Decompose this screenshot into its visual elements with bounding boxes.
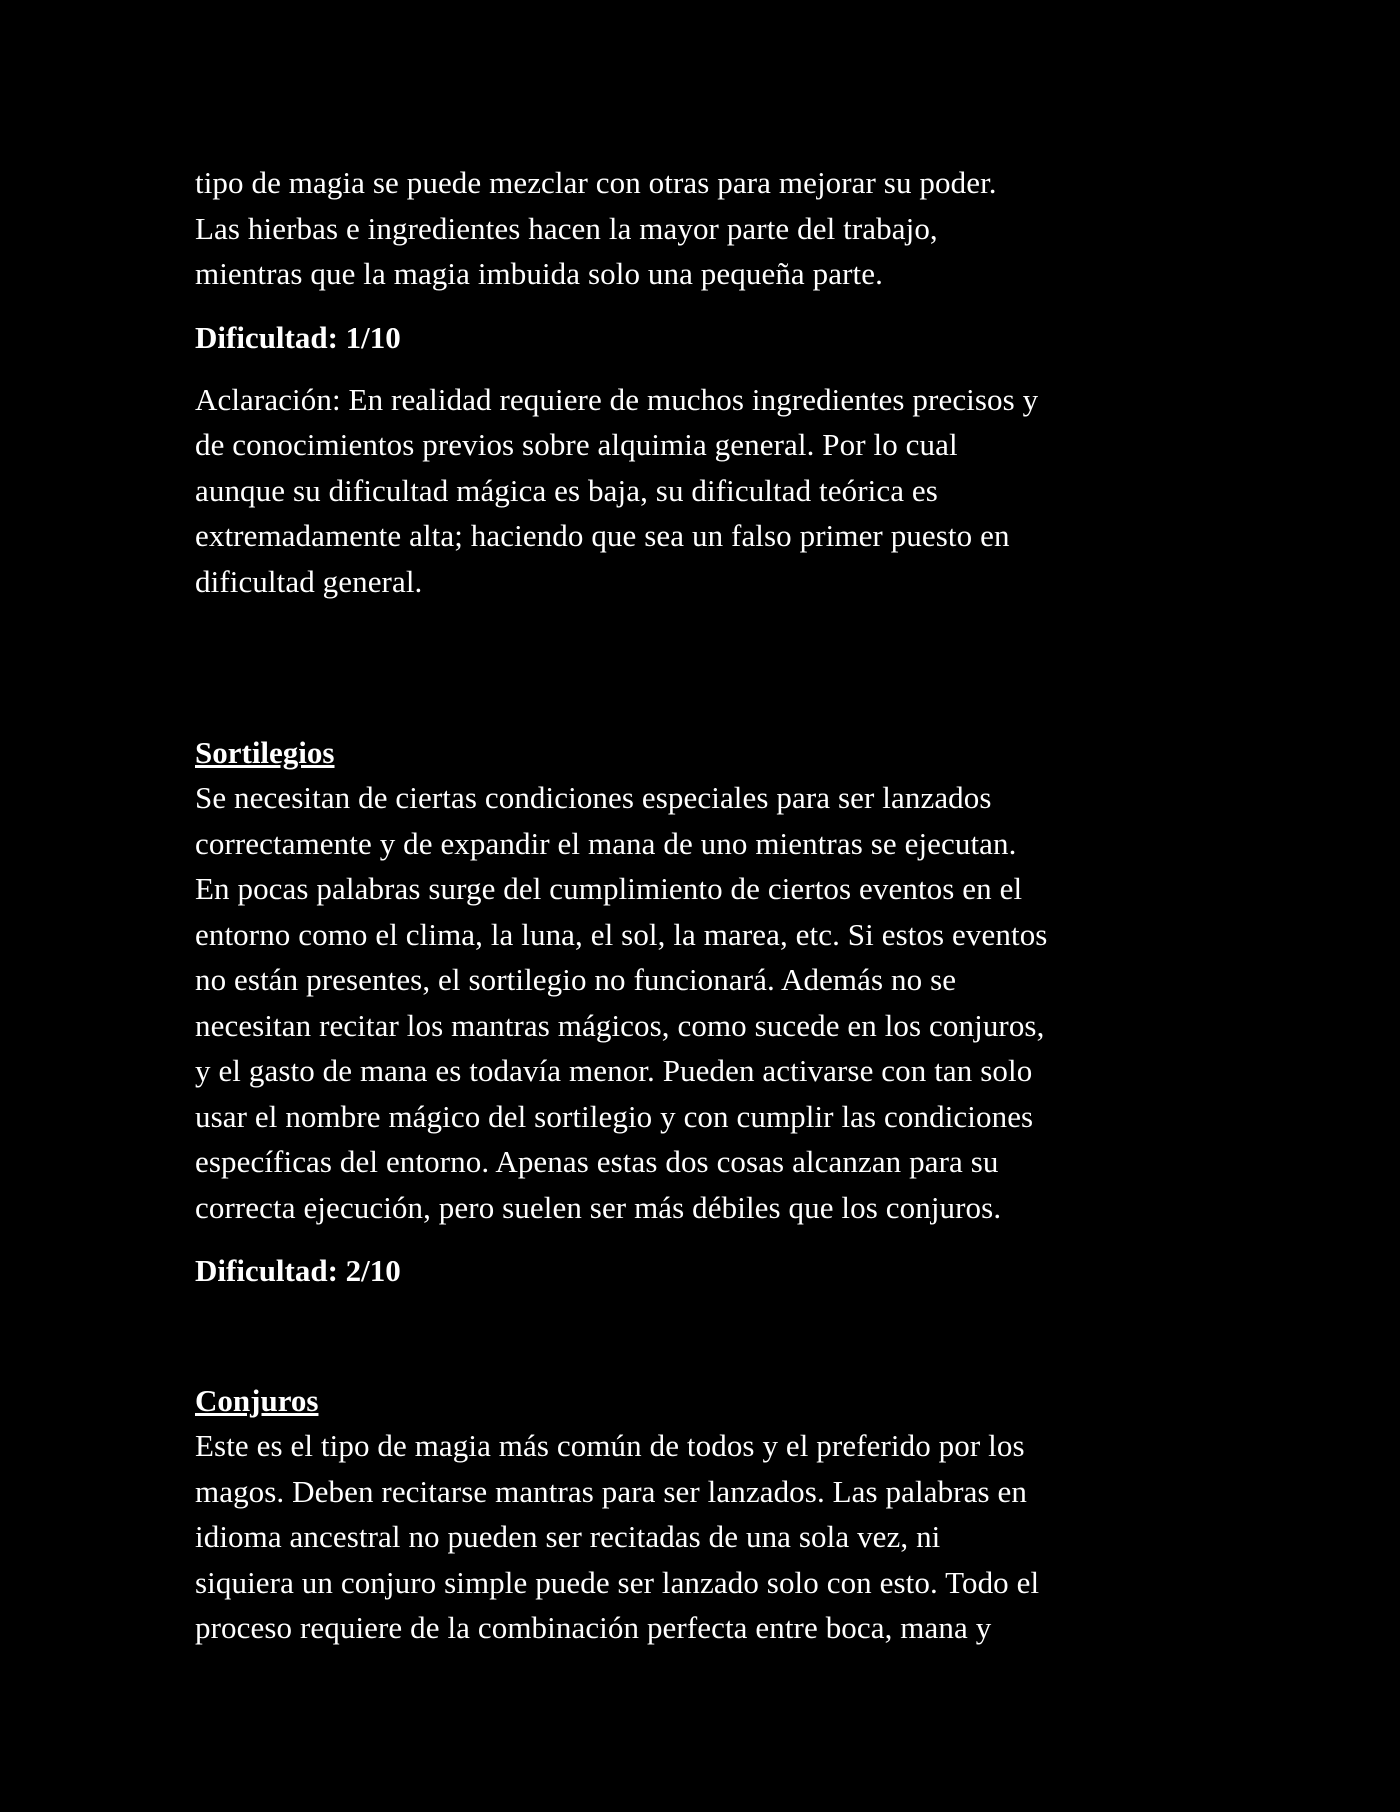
- section-heading-sortilegios: Sortilegios: [195, 735, 335, 770]
- intro-paragraph: [195, 160, 1225, 297]
- text-line: específicas del entorno. Apenas estas dos cosas alcanzan para su: [195, 1144, 999, 1179]
- difficulty-label: Dificultad: 1/10: [195, 319, 401, 355]
- document-page: [195, 160, 1225, 1651]
- conjuros-paragraph: [195, 1423, 1225, 1651]
- text-line: no están presentes, el sortilegio no funcionará. Además no se: [195, 962, 957, 997]
- text-line: usar el nombre mágico del sortilegio y con cumplir las condiciones: [195, 1098, 1034, 1134]
- text-line: idioma ancestral no pueden ser recitadas de una sola vez, ni: [195, 1519, 941, 1554]
- text-line: correcta ejecución, pero suelen ser más débiles que los conjuros.: [195, 1189, 1002, 1225]
- text-line: necesitan recitar los mantras mágicos, como sucede en los conjuros,: [195, 1007, 1045, 1043]
- text-line: Aclaración: En realidad requiere de muchos ingredientes precisos y: [195, 381, 1039, 417]
- text-line: de conocimientos previos sobre alquimia general. Por lo cual: [195, 427, 958, 462]
- text-line: tipo de magia se puede mezclar con otras para mejorar su poder.: [195, 165, 997, 200]
- text-line: Este es el tipo de magia más común de todos y el preferido por los: [195, 1428, 1025, 1463]
- text-line: proceso requiere de la combinación perfecta entre boca, mana y: [195, 1610, 992, 1645]
- sortilegios-paragraph: [195, 775, 1225, 1230]
- text-line: magos. Deben recitarse mantras para ser lanzados. Las palabras en: [195, 1473, 1027, 1509]
- text-line: entorno como el clima, la luna, el sol, la marea, etc. Si estos eventos: [195, 916, 1048, 952]
- text-line: y el gasto de mana es todavía menor. Pueden activarse con tan solo: [195, 1053, 1033, 1088]
- text-line: Las hierbas e ingredientes hacen la mayor parte del trabajo,: [195, 210, 938, 246]
- section-heading-conjuros: Conjuros: [195, 1383, 319, 1418]
- text-line: extremadamente alta; haciendo que sea un falso primer puesto en: [195, 518, 1010, 553]
- text-line: correctamente y de expandir el mana de uno mientras se ejecutan.: [195, 825, 1017, 861]
- text-line: En pocas palabras surge del cumplimiento de ciertos eventos en el: [195, 871, 1023, 906]
- difficulty-label: Dificultad: 2/10: [195, 1253, 401, 1288]
- text-line: dificultad general.: [195, 563, 423, 599]
- clarification-paragraph: [195, 377, 1225, 605]
- text-line: mientras que la magia imbuida solo una pequeña parte.: [195, 256, 883, 291]
- text-line: siquiera un conjuro simple puede ser lanzado solo con esto. Todo el: [195, 1564, 1040, 1600]
- text-line: Se necesitan de ciertas condiciones especiales para ser lanzados: [195, 780, 992, 815]
- text-line: aunque su dificultad mágica es baja, su dificultad teórica es: [195, 472, 938, 508]
